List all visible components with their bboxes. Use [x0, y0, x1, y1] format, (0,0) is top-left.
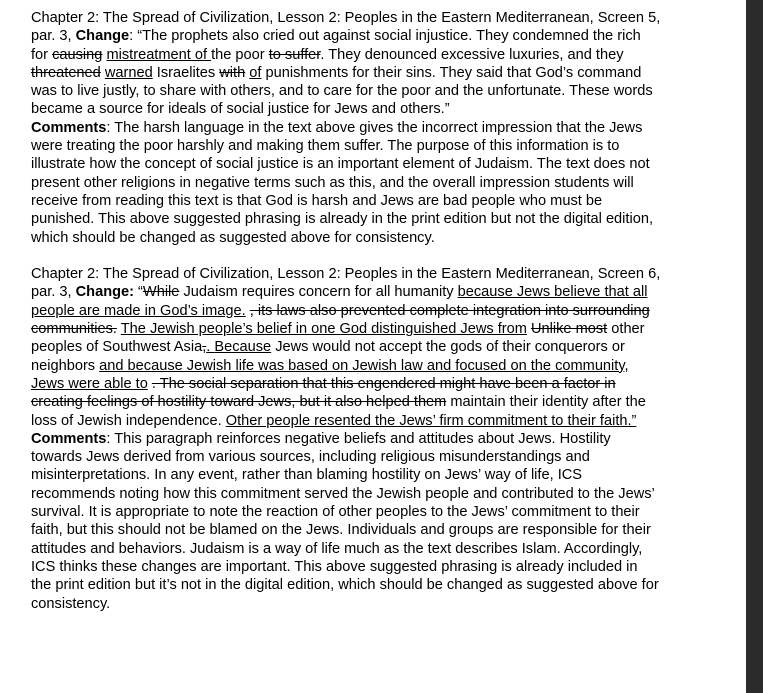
unchanged-text: other peoples of Southwest Asia [31, 321, 645, 356]
inserted-text: of [249, 64, 262, 81]
deleted-text: . The social separation that this engendered might have been a factor in creating feelings of hostility toward Jews, but it also helped them [31, 375, 616, 411]
deleted-text: causing [52, 46, 103, 63]
unchanged-text: maintain their identity after the loss of Jewish independence. [31, 394, 646, 429]
change-text [31, 284, 650, 428]
deleted-text: , its laws also prevented complete integration into surrounding communities. [31, 302, 650, 338]
deleted-text: Unlike most [530, 321, 608, 338]
comments-text: : The harsh language in the text above gives the incorrect impression that the Jews were treating the poor harshly and making them suffer. The purpose of this information is to illustrate how the concept of social justice is an important element of Judaism. The text does not present other religions in negative terms such as this, and the overall impression students will receive from reading this text is that God is harsh and Jews are bad people who must be punished. This above suggested phrasing is already in the print edition but not the digital edition, which should be changed as suggested above for consistency. [31, 119, 654, 246]
change-label: Change: [75, 284, 134, 301]
deleted-text: to suffer [268, 46, 321, 63]
review-entry [31, 9, 661, 247]
unchanged-text: “ [134, 284, 143, 301]
deleted-text: , [202, 339, 207, 356]
comments-label: Comments [31, 430, 107, 447]
change-label: Change [75, 28, 130, 45]
unchanged-text: Jews would not accept the gods of their conquerors or neighbors [31, 339, 625, 374]
unchanged-text: Judaism requires concern for all humanity [179, 284, 458, 301]
unchanged-text: : “The prophets also cried out against social injustice. They condemned the rich for [31, 28, 641, 63]
inserted-text: Because [214, 339, 272, 356]
inserted-text: The Jewish people’s belief in one God distinguished Jews from [120, 321, 527, 338]
inserted-text: mistreatment of [106, 46, 212, 63]
unchanged-text: the poor [211, 46, 269, 63]
unchanged-text: punishments for their sins. They said that God’s command was to live justly, to share with others, and to care for the poor and the unfortunate. These words became a source for ideals of social justice for Jews and others.” [31, 64, 653, 118]
change-location: Chapter 2: The Spread of Civilization, Lesson 2: Peoples in the Eastern Mediterranean, Screen 5, par. 3, [31, 10, 661, 45]
deleted-text: threatened [31, 64, 101, 81]
review-entry [31, 265, 661, 613]
change-paragraph [31, 265, 661, 430]
change-paragraph [31, 9, 661, 119]
comments-paragraph [31, 119, 661, 247]
change-location: Chapter 2: The Spread of Civilization, Lesson 2: Peoples in the Eastern Mediterranean, Screen 6, par. 3, [31, 266, 661, 301]
document-content [31, 9, 661, 613]
comments-paragraph [31, 430, 661, 613]
inserted-text: warned [104, 64, 153, 81]
inserted-text: and because Jewish life was based on Jewish law and focused on the community, Jews were able to [31, 357, 629, 392]
inserted-text: Other people resented the Jews’ firm commitment to their faith.” [225, 412, 637, 429]
viewer-scrollbar[interactable] [746, 0, 763, 693]
inserted-text: because Jews believe that all people are made in God’s image. [31, 284, 648, 319]
deleted-text: While [142, 284, 180, 301]
unchanged-text: . They denounced excessive luxuries, and they [320, 46, 624, 63]
inserted-text: . [206, 339, 215, 356]
comments-label: Comments [31, 119, 107, 136]
unchanged-text: Israelites [152, 64, 220, 81]
comments-text: : This paragraph reinforces negative beliefs and attitudes about Jews. Hostility towards Jews derived from various sources, including religious misunderstandings and misinterpretations. In any event, rather than blaming hostility on Jews’ way of life, ICS recommends noting how this commitment served the Jewish people and contributed to the Jews’ survival. It is appropriate to note the reaction of other peoples to the Jews’ commitment to their faith, but this should not be blamed on the Jews. Individuals and groups are responsible for their attitudes and behaviors. Judaism is a way of life much as the text describes Islam. Accordingly, ICS thinks these changes are important. This above suggested phrasing is already included in the print edition but it’s not in the digital edition, which should be changed as suggested above for consistency. [31, 430, 659, 612]
deleted-text: with [219, 64, 246, 81]
